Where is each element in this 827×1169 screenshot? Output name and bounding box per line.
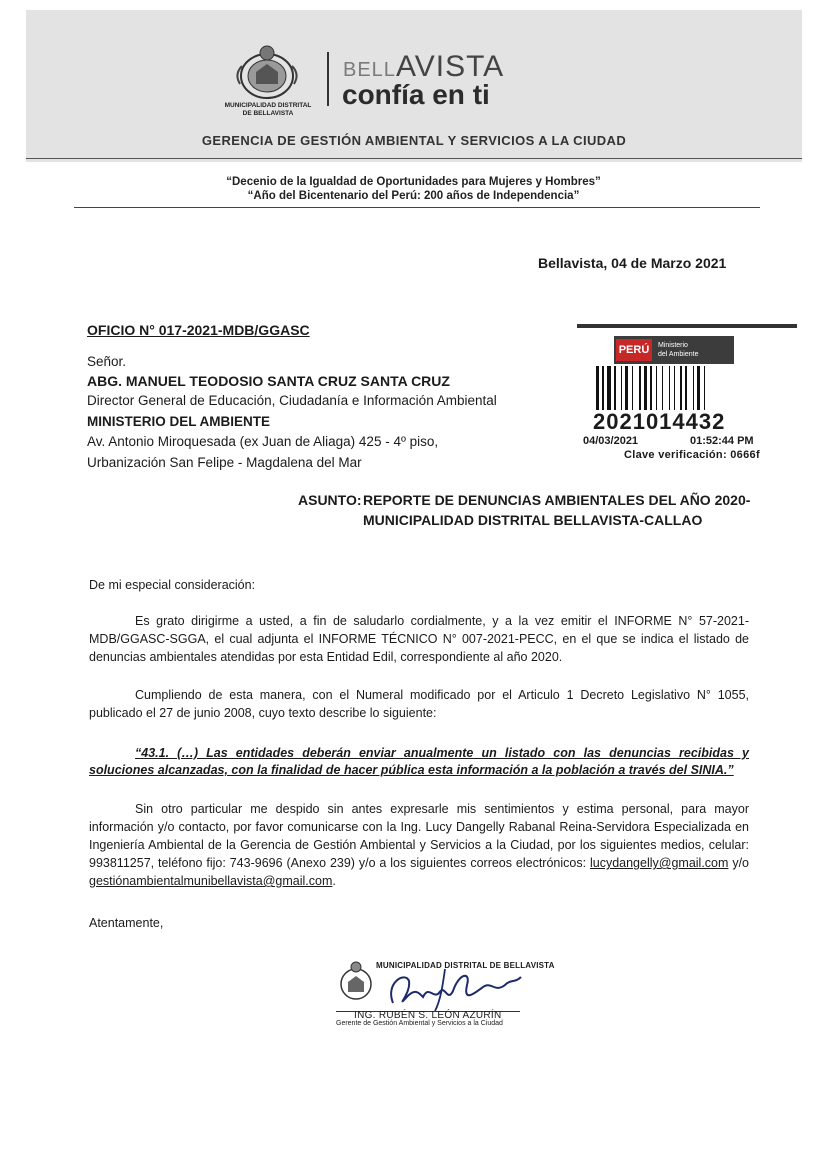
greeting-title: Señor.	[87, 354, 127, 369]
stamp-time: 01:52:44 PM	[690, 435, 754, 447]
barcode-bar	[639, 366, 641, 410]
barcode-bar	[662, 366, 663, 410]
signature-seal-text: MUNICIPALIDAD DISTRITAL DE BELLAVISTA	[376, 961, 555, 970]
barcode-bar	[693, 366, 694, 410]
closing: Atentamente,	[89, 916, 164, 930]
recipient-organization: MINISTERIO DEL AMBIENTE	[87, 414, 271, 429]
recipient-address-line2: Urbanización San Felipe - Magdalena del Mar	[87, 455, 362, 470]
barcode-bar	[621, 366, 622, 410]
department-title: GERENCIA DE GESTIÓN AMBIENTAL Y SERVICIOS A LA CIUDAD	[201, 133, 627, 148]
body-paragraph-3	[89, 800, 749, 890]
recipient-name: ABG. MANUEL TEODOSIO SANTA CRUZ SANTA CRUZ	[87, 373, 450, 389]
letter-date: Bellavista, 04 de Marzo 2021	[538, 255, 727, 271]
municipality-caption	[214, 102, 322, 118]
signature-seal-icon	[336, 960, 376, 1004]
signer-role: Gerente de Gestión Ambiental y Servicios a la Ciudad	[336, 1020, 503, 1027]
caption-line1: MUNICIPALIDAD DISTRITAL	[224, 102, 312, 109]
stamp-date: 04/03/2021	[583, 435, 639, 447]
barcode-bar	[632, 366, 633, 410]
paragraph-3-end: .	[332, 874, 336, 888]
body-paragraph-2: Cumpliendo de esta manera, con el Numeral modificado por el Articulo 1 Decreto Legislativo N° 1055, publicado el 27 de junio 2008, cuyo texto describe lo siguiente:	[89, 688, 749, 720]
document-reference: OFICIO N° 017-2021-MDB/GGASC	[87, 322, 310, 338]
ministry-line2: del Ambiente	[658, 351, 699, 358]
legal-quote: “43.1. (…) Las entidades deberán enviar anualmente un listado con las denuncias recibidas y soluciones alcanzadas, con la finalidad de hacer pública esta información a la población a través del SINIA.”	[89, 746, 749, 777]
registration-number: 2021014432	[593, 409, 726, 434]
motto-line-2: “Año del Bicentenario del Perú: 200 años de Independencia”	[247, 190, 580, 202]
barcode-bar	[704, 366, 705, 410]
brand-main: AVISTA	[395, 50, 505, 83]
caption-line2: DE BELLAVISTA	[242, 110, 294, 117]
barcode-icon	[596, 366, 756, 410]
handwritten-signature	[375, 963, 525, 1015]
barcode-bar	[596, 366, 599, 410]
motto-rule	[74, 207, 760, 208]
body-paragraph-1: Es grato dirigirme a usted, a fin de saludarlo cordialmente, y a la vez emitir el INFORME N° 57-2021-MDB/GGASC-SGGA, el cual adjunta el INFORME TÉCNICO N° 007-2021-PECC, en el que se indica el listado de denuncias ambientales atendidas por esta Entidad Edil, correspondiente al año 2020.	[89, 614, 749, 664]
ministry-label	[658, 341, 698, 359]
brand-divider	[327, 52, 329, 106]
email-link-gestion[interactable]: gestiónambientalmunibellavista@gmail.com	[89, 874, 333, 888]
verification-key: Clave verificación: 0666f	[624, 449, 760, 461]
email-joiner: y/o	[728, 856, 749, 870]
barcode-bar	[644, 366, 647, 410]
peru-badge: PERÚ	[616, 339, 652, 361]
motto-line-1: “Decenio de la Igualdad de Oportunidades para Mujeres y Hombres”	[226, 176, 601, 188]
signer-name: ING. RUBÉN S. LEÓN AZURÍN	[354, 1010, 502, 1021]
barcode-bar	[680, 366, 682, 410]
subject-line1: REPORTE DE DENUNCIAS AMBIENTALES DEL AÑO 2020-	[363, 492, 751, 508]
barcode-bar	[625, 366, 628, 410]
email-link-lucy[interactable]: lucydangelly@gmail.com	[589, 856, 729, 870]
barcode-bar	[697, 366, 700, 410]
stamp-top-bar	[577, 324, 797, 328]
subject-line2: MUNICIPALIDAD DISTRITAL BELLAVISTA-CALLAO	[363, 512, 703, 528]
recipient-role: Director General de Educación, Ciudadanía e Información Ambiental	[87, 393, 497, 408]
barcode-bar	[614, 366, 616, 410]
barcode-bar	[656, 366, 657, 410]
barcode-bar	[602, 366, 604, 410]
barcode-bar	[685, 366, 687, 410]
barcode-bar	[674, 366, 675, 410]
municipal-seal-icon	[232, 44, 302, 102]
letterhead-rule	[26, 158, 802, 159]
recipient-address-line1: Av. Antonio Miroquesada (ex Juan de Aliaga) 425 - 4º piso,	[87, 434, 439, 449]
barcode-bar	[650, 366, 652, 410]
barcode-bar	[607, 366, 611, 410]
ministry-line1: Ministerio	[658, 342, 688, 349]
subject-label: ASUNTO:	[298, 492, 362, 508]
salutation: De mi especial consideración:	[89, 578, 256, 592]
brand-slogan: confía en ti	[342, 79, 490, 110]
paragraph-3-text: Sin otro particular me despido sin antes expresarle mis sentimientos y estima personal, para mayor información y/o contacto, por favor comunicarse con la Ing. Lucy Dangelly Rabanal Reina-Servidora Especializada en Ingeniería Ambiental de la Gerencia de Gestión Ambiental y Servicios a la Ciudad, por los siguientes medios, celular: 993811257, teléfono fijo: 743-9696 (Anexo 239) y/o a los siguientes correos electrónicos:	[89, 802, 749, 870]
brand-prefix: BELL	[343, 59, 396, 81]
barcode-bar	[669, 366, 670, 410]
